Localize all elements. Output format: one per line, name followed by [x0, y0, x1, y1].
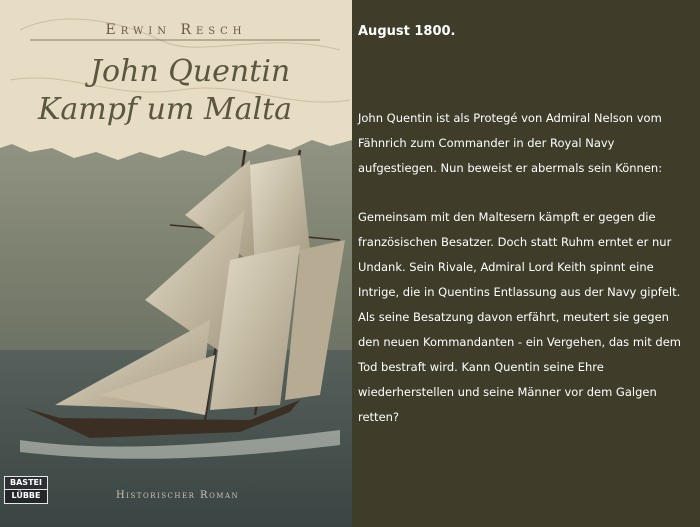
- cover-author: Erwin Resch: [105, 22, 247, 38]
- publisher-logo: [4, 476, 48, 504]
- cover-title-line2: Kampf um Malta: [38, 92, 293, 127]
- description-paragraph-1: John Quentin ist als Protegé von Admiral Nelson vom Fähnrich zum Commander in der Royal Navy aufgestiegen. Nun beweist er abermals sein Können:: [358, 111, 663, 175]
- publisher-logo-top: BASTEI: [5, 477, 47, 490]
- description-paragraph-2: Gemeinsam mit den Maltesern kämpft er gegen die französischen Besatzer. Doch statt Ruhm erntet er nur Undank. Sein Rivale, Admiral Lord Keith spinnt eine Intrige, die in Quentins Entlassung aus der Navy gipfelt. Als seine Besatzung davon erfährt, meutert sie gegen den neuen Kommandanten - ein Vergehen, das mit dem Tod bestraft wird. Kann Quentin seine Ehre wiederherstellen und seine Männer vor dem Galgen retten?: [358, 210, 681, 424]
- publisher-logo-bottom: LÜBBE: [11, 491, 41, 500]
- description-heading: August 1800.: [358, 24, 456, 39]
- cover-title-line1: John Quentin: [90, 54, 291, 89]
- cover-genre: Historischer Roman: [116, 490, 240, 501]
